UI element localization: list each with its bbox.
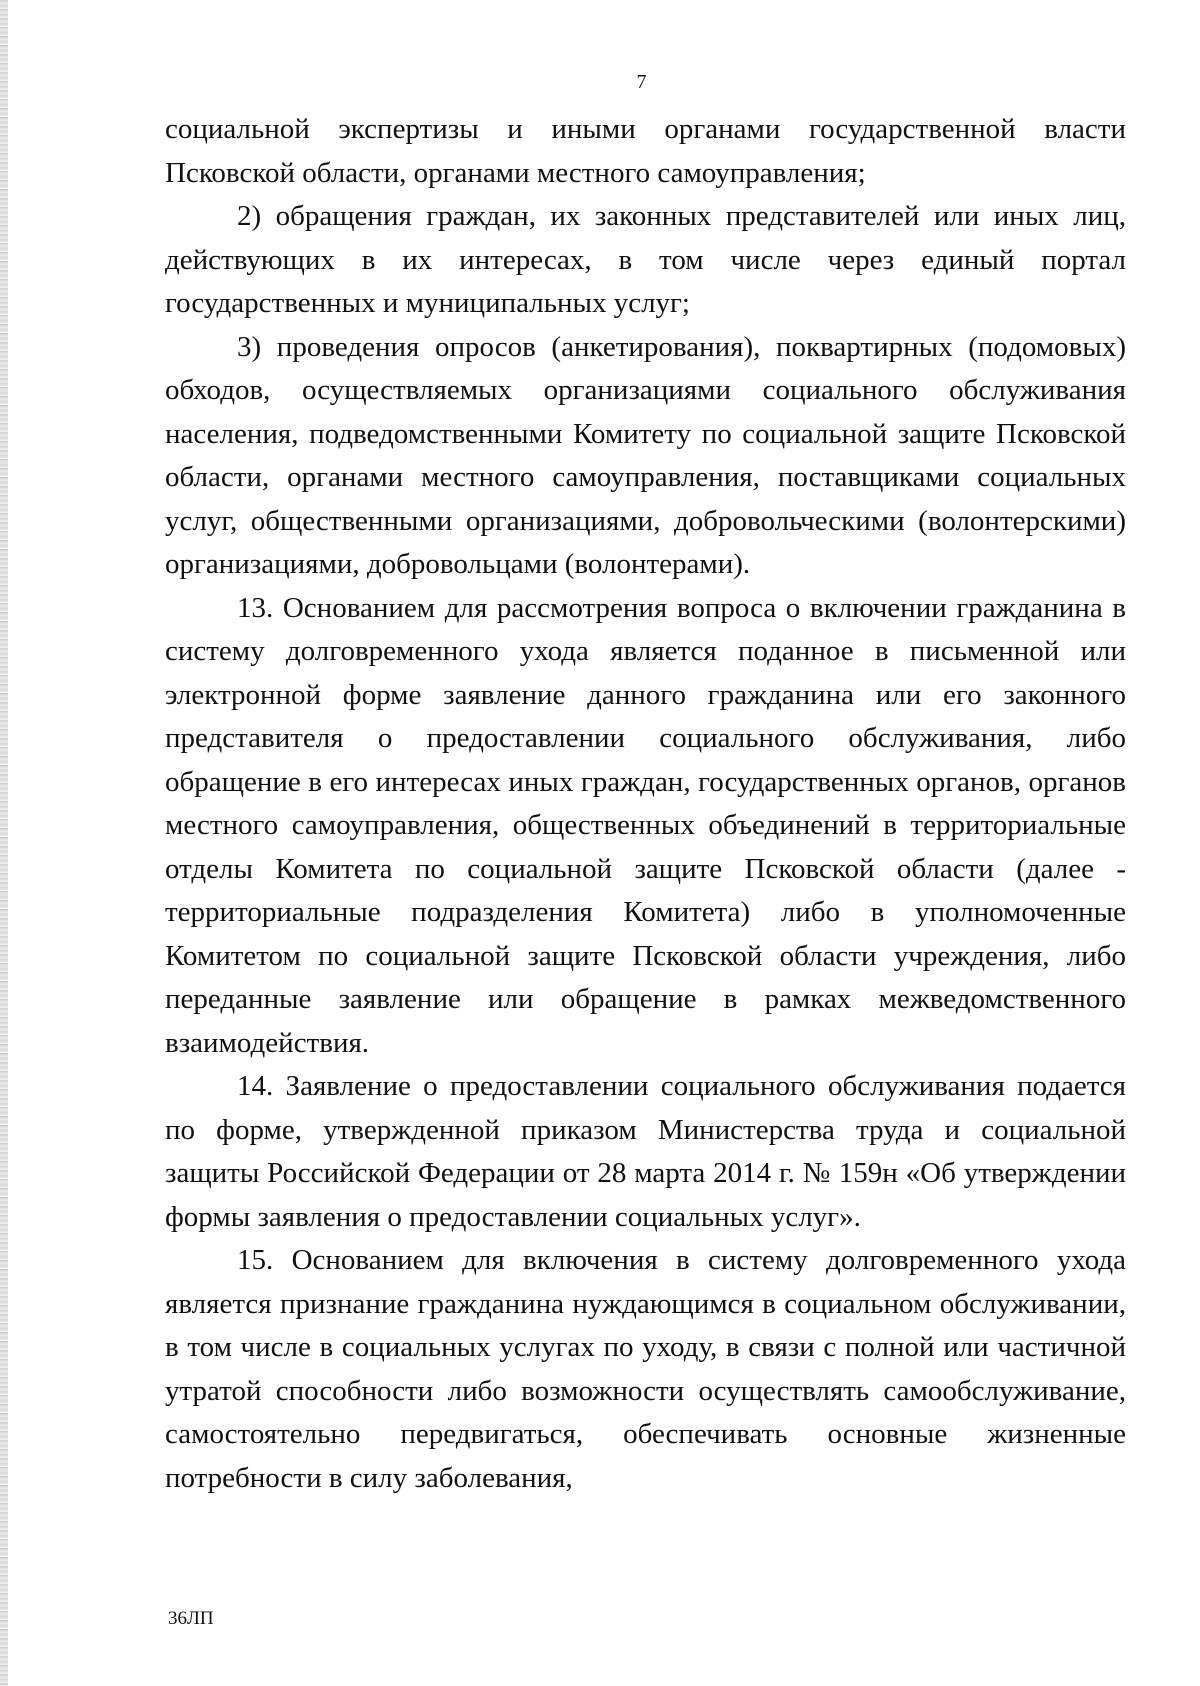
paragraph-item-2: 2) обращения граждан, их законных представителей или иных лиц, действующих в их интересах, в том числе через единый портал государственных и муниципальных услуг; (165, 200, 1126, 319)
paragraph-13: 13. Основанием для рассмотрения вопроса о включении гражданина в систему долговременного ухода является поданное в письменной или электронной форме заявление данного гражданина или его законного представителя о предоставлении социального обслуживания, либо обращение в его интересах иных граждан, государственных органов, органов местного самоуправления, общественных объединений в территориальные отделы Комитета по социальной защите Псковской области (далее - территориальные подразделения Комитета) либо в уполномоченные Комитетом по социальной защите Псковской области учреждения, либо переданные заявление или обращение в рамках межведомственного взаимодействия. (165, 591, 1126, 1059)
paragraph-15: 15. Основанием для включения в систему долговременного ухода является признание гражданина нуждающимся в социальном обслуживании, в том числе в социальных услугах по уходу, в связи с полной или частичной утратой способности либо возможности осуществлять самообслуживание, самостоятельно передвигаться, обеспечивать основные жизненные потребности в силу заболевания, (165, 1244, 1126, 1494)
footer-document-code: 36ЛП (168, 1608, 214, 1629)
paragraph-14: 14. Заявление о предоставлении социального обслуживания подается по форме, утвержденной приказом Министерства труда и социальной защиты Российской Федерации от 28 марта 2014 г. № 159н «Об утверждении формы заявления о предоставлении социальных услуг». (165, 1070, 1126, 1233)
document-body (165, 108, 1126, 1500)
scan-left-edge (0, 0, 8, 1686)
page-number: 7 (636, 71, 647, 93)
paragraph-continuation: социальной экспертизы и иными органами государственной власти Псковской области, органами местного самоуправления; (165, 113, 1126, 189)
paragraph-item-3: 3) проведения опросов (анкетирования), поквартирных (подомовых) обходов, осуществляемых организациями социального обслуживания населения, подведомственными Комитету по социальной защите Псковской области, органами местного самоуправления, поставщиками социальных услуг, общественными организациями, добровольческими (волонтерскими) организациями, добровольцами (волонтерами). (165, 330, 1126, 580)
